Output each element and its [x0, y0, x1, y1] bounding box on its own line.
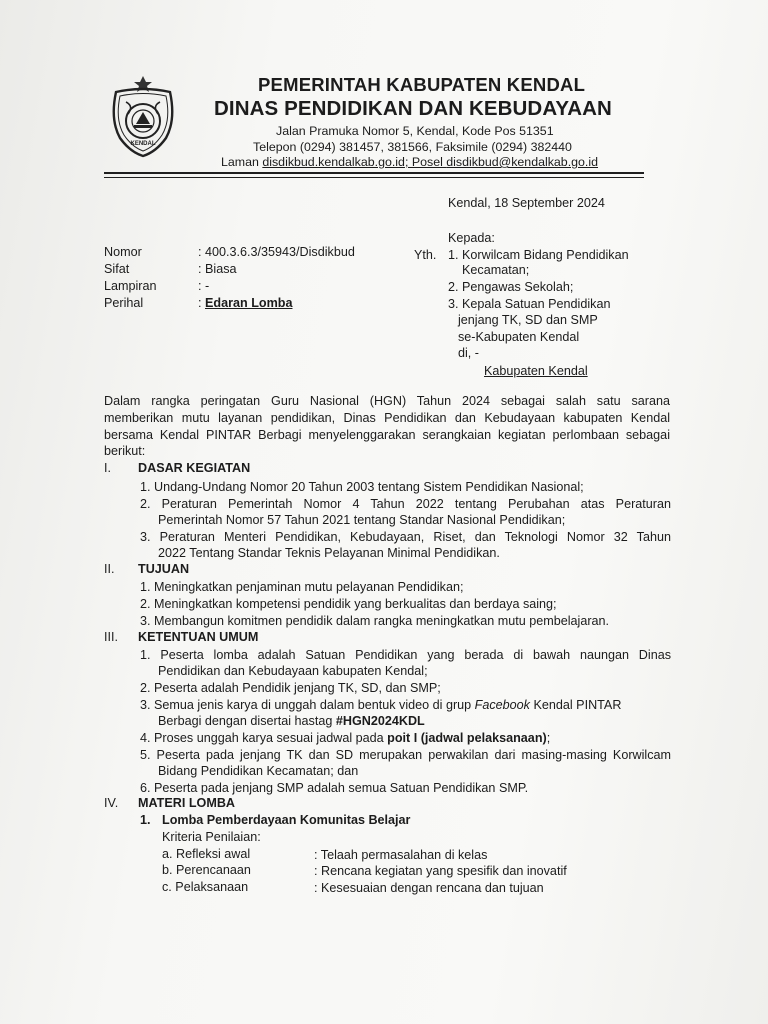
section-3-number: III.: [104, 630, 118, 644]
section-3-item-1b: Pendidikan dan Kebudayaan kabupaten Kendal;: [158, 664, 428, 678]
section-4-number: IV.: [104, 796, 119, 810]
web-prefix: Laman: [221, 155, 263, 169]
section-3-item-5b: Bidang Pendidikan Kecamatan; dan: [158, 764, 359, 778]
recipient-line-1b: Kecamatan;: [462, 263, 530, 277]
section-3-item-4: [140, 731, 550, 745]
nomor-label: Nomor: [104, 245, 142, 259]
letterhead-rule-thick: [104, 172, 644, 174]
sifat-value: : Biasa: [198, 262, 237, 276]
recipient-line-2: 2. Pengawas Sekolah;: [448, 280, 574, 294]
jadwal-text: poit I (jadwal pelaksanaan): [387, 731, 547, 745]
letterhead-line2: DINAS PENDIDIKAN DAN KEBUDAYAAN: [214, 97, 612, 120]
section-3-item-3b: [158, 714, 425, 728]
recipient-line-1: 1. Korwilcam Bidang Pendidikan: [448, 248, 629, 262]
kriteria-c-value: : Kesesuaian dengan rencana dan tujuan: [314, 881, 544, 895]
kriteria-b-label: b. Perencanaan: [162, 863, 251, 877]
section-2-number: II.: [104, 562, 115, 576]
perihal-value: Edaran Lomba: [205, 296, 293, 310]
sifat-label: Sifat: [104, 262, 130, 276]
lampiran-value: : -: [198, 279, 210, 293]
mail-prefix: ; Posel: [404, 155, 447, 169]
s3-3a-post: Kendal PINTAR: [529, 698, 622, 712]
kriteria-c-label: c. Pelaksanaan: [162, 880, 249, 894]
recipient-place: Kabupaten Kendal: [484, 364, 588, 378]
perihal-colon: :: [198, 296, 205, 310]
section-1-item-2a: 2. Peraturan Pemerintah Nomor 4 Tahun 2022 tentang Perubahan atas Peraturan: [140, 497, 671, 511]
intro-line-1: Dalam rangka peringatan Guru Nasional (HGN) Tahun 2024 sebagai salah satu sarana: [104, 394, 670, 408]
section-3-item-5a: 5. Peserta pada jenjang TK dan SD merupakan perwakilan dari masing-masing Korwilcam: [140, 748, 671, 762]
kriteria-a-label: a. Refleksi awal: [162, 847, 251, 861]
section-3-item-6: 6. Peserta pada jenjang SMP adalah semua Satuan Pendidikan SMP.: [140, 781, 529, 795]
s3-3b-pre: Berbagi dengan disertai hastag: [158, 714, 336, 728]
section-1-title: DASAR KEGIATAN: [138, 461, 251, 475]
kriteria-label: Kriteria Penilaian:: [162, 830, 261, 844]
section-2-item-1: 1. Meningkatkan penjaminan mutu pelayanan Pendidikan;: [140, 580, 464, 594]
website-link[interactable]: disdikbud.kendalkab.go.id: [262, 155, 405, 169]
hashtag-text: #HGN2024KDL: [335, 714, 425, 728]
nomor-value: : 400.3.6.3/35943/Disdikbud: [198, 245, 355, 259]
letterhead-address: Jalan Pramuka Nomor 5, Kendal, Kode Pos 51351: [276, 124, 554, 138]
s3-3a-pre: 3. Semua jenis karya di unggah dalam bentuk video di grup: [140, 698, 475, 712]
perihal-label: Perihal: [104, 296, 144, 310]
recipient-line-3c: se-Kabupaten Kendal: [458, 330, 580, 344]
s3-4-pre: 4. Proses unggah karya sesuai jadwal pada: [140, 731, 388, 745]
section-1-item-3a: 3. Peraturan Menteri Pendidikan, Kebudayaan, Riset, dan Teknologi Nomor 32 Tahun: [140, 530, 671, 544]
svg-text:KENDAL: KENDAL: [130, 141, 156, 147]
intro-line-2: memberikan mutu layanan pendidikan, Dinas Pendidikan dan Kebudayaan kabupaten Kendal: [104, 411, 670, 425]
intro-line-4: berikut:: [104, 444, 146, 458]
section-1-number: I.: [104, 461, 111, 475]
section-4-item-1-title: Lomba Pemberdayaan Komunitas Belajar: [162, 813, 411, 827]
letter-date: Kendal, 18 September 2024: [448, 196, 605, 210]
recipient-line-3b: jenjang TK, SD dan SMP: [458, 313, 598, 327]
perihal-field: [198, 296, 292, 310]
section-3-item-2: 2. Peserta adalah Pendidik jenjang TK, SD, dan SMP;: [140, 681, 441, 695]
kriteria-a-value: : Telaah permasalahan di kelas: [314, 848, 488, 862]
facebook-text: Facebook: [474, 698, 530, 712]
yth-label: Yth.: [414, 248, 437, 262]
letterhead-rule-thin: [104, 177, 644, 178]
section-4-item-1-number: 1.: [140, 813, 151, 827]
section-2-title: TUJUAN: [138, 562, 190, 576]
recipient-di: di, -: [458, 346, 479, 360]
letterhead-phone: Telepon (0294) 381457, 381566, Faksimile (0294) 382440: [253, 140, 572, 154]
section-2-item-2: 2. Meningkatkan kompetensi pendidik yang berkualitas dan berdaya saing;: [140, 597, 557, 611]
letterhead-line1: PEMERINTAH KABUPATEN KENDAL: [258, 74, 586, 95]
recipient-line-3: 3. Kepala Satuan Pendidikan: [448, 297, 611, 311]
section-2-item-3: 3. Membangun komitmen pendidik dalam rangka meningkatkan mutu pembelajaran.: [140, 614, 610, 628]
s3-4-post: ;: [546, 731, 551, 745]
section-3-item-1a: 1. Peserta lomba adalah Satuan Pendidikan yang berada di bawah naungan Dinas: [140, 648, 671, 662]
kendal-seal-logo: [104, 72, 182, 160]
section-4-title: MATERI LOMBA: [138, 796, 236, 810]
lampiran-label: Lampiran: [104, 279, 157, 293]
letterhead-web-line: [221, 155, 598, 169]
section-3-item-3a: [140, 698, 621, 712]
kriteria-b-value: : Rencana kegiatan yang spesifik dan inovatif: [314, 864, 567, 878]
intro-line-3: bersama Kendal PINTAR Berbagi menyelenggarakan serangkaian kegiatan perlombaan sebagai: [104, 428, 670, 442]
section-1-item-3b: 2022 Tentang Standar Teknis Pelayanan Minimal Pendidikan.: [158, 546, 500, 560]
section-3-title: KETENTUAN UMUM: [138, 630, 259, 644]
email-link[interactable]: disdikbud@kendalkab.go.id: [446, 155, 599, 169]
kepada-label: Kepada:: [448, 231, 495, 245]
section-1-item-2b: Pemerintah Nomor 57 Tahun 2021 tentang Standar Nasional Pendidikan;: [158, 513, 566, 527]
section-1-item-1: 1. Undang-Undang Nomor 20 Tahun 2003 tentang Sistem Pendidikan Nasional;: [140, 480, 584, 494]
